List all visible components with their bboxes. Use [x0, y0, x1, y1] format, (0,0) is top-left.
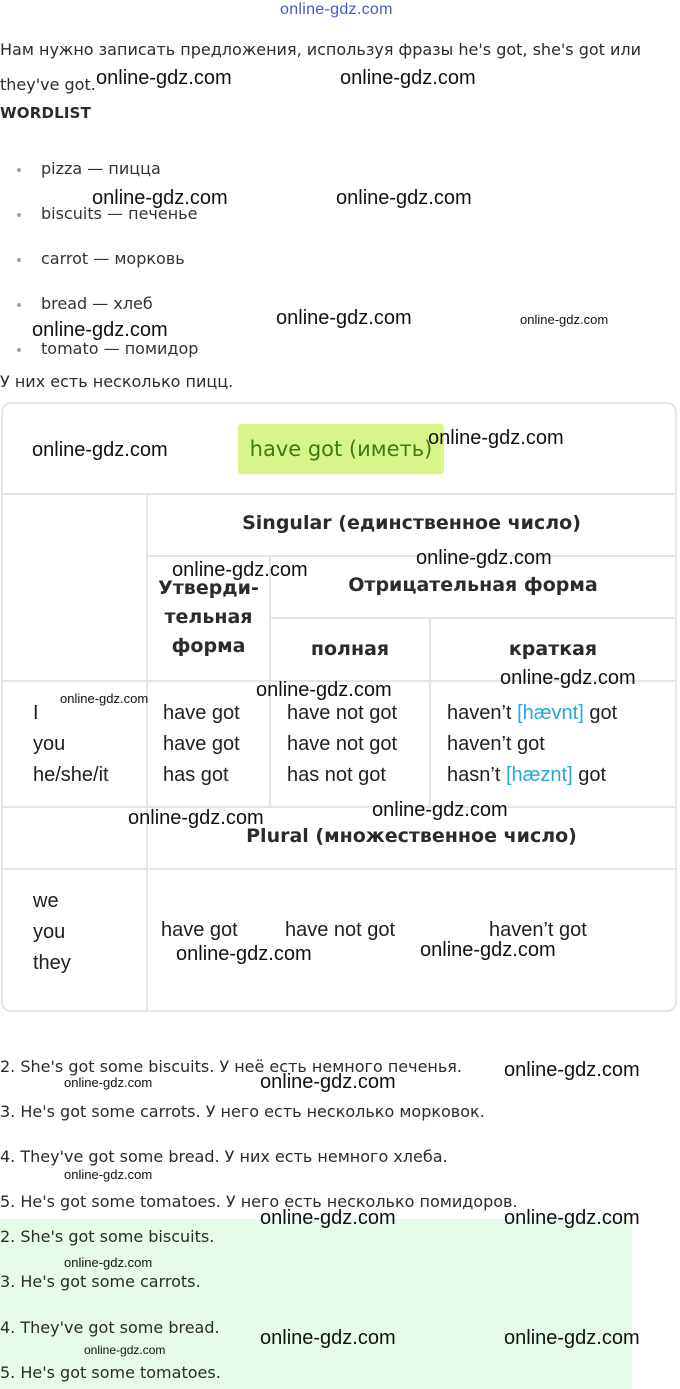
transcription: [hævnt]: [517, 702, 584, 724]
watermark: online-gdz.com: [504, 1207, 640, 1229]
watermark: online-gdz.com: [64, 1075, 153, 1090]
watermark: online-gdz.com: [500, 667, 636, 689]
full-form-header: полная: [310, 638, 390, 660]
wordlist-item: biscuits — печенье: [0, 197, 198, 242]
watermark: online-gdz.com: [60, 691, 149, 706]
singular-header: Singular (единственное число): [242, 512, 581, 534]
final-answer-line: 5. He's got some tomatoes.: [0, 1363, 221, 1382]
transcription: [hæznt]: [505, 764, 573, 786]
answer-line: 3. He's got some carrots. У него есть несколько морковок.: [0, 1102, 485, 1121]
short-form-text: haven’t got: [447, 733, 545, 755]
watermark: online-gdz.com: [520, 312, 609, 327]
pronoun: you: [33, 921, 66, 943]
plural-header: Plural (множественное число): [246, 825, 577, 847]
short-form-text: got: [572, 764, 606, 786]
negative-full-form: has not got: [287, 764, 386, 786]
pronoun: they: [33, 952, 71, 974]
negative-short-form: [447, 760, 617, 791]
final-answers-box: [0, 1219, 632, 1389]
short-form-header: краткая: [508, 638, 598, 660]
negative-short-form: [447, 698, 617, 729]
plural-pronouns: [33, 886, 71, 979]
table-divider: [269, 617, 675, 619]
watermark: online-gdz.com: [172, 559, 308, 581]
affirmative-header: Утверди- тельная форма: [158, 577, 259, 657]
table-divider: [146, 555, 675, 557]
plural-affirmative: have got: [161, 919, 238, 941]
intro-line-2: they've got.: [0, 75, 96, 94]
table-divider: [3, 806, 675, 808]
plural-negative-short: haven’t got: [489, 919, 587, 941]
watermark: online-gdz.com: [32, 439, 168, 461]
watermark: online-gdz.com: [260, 1327, 396, 1349]
final-answer-line: 4. They've got some bread.: [0, 1318, 220, 1337]
watermark: online-gdz.com: [260, 1207, 396, 1229]
pronoun: we: [33, 890, 59, 912]
affirmative-form: has got: [163, 764, 229, 786]
table-divider: [146, 493, 148, 1010]
answer-line: 5. He's got some tomatoes. У него есть несколько помидоров.: [0, 1192, 518, 1211]
watermark: online-gdz.com: [176, 943, 312, 965]
negative-short-form: [447, 729, 617, 760]
answer-line: 2. She's got some biscuits. У неё есть немного печенья.: [0, 1057, 463, 1076]
watermark: online-gdz.com: [64, 1167, 153, 1182]
watermark: online-gdz.com: [96, 67, 232, 89]
watermark: online-gdz.com: [420, 939, 556, 961]
watermark: online-gdz.com: [336, 187, 472, 209]
wordlist-item: carrot — морковь: [0, 242, 198, 287]
short-form-text: got: [583, 702, 618, 724]
watermark: online-gdz.com: [372, 799, 508, 821]
watermark: online-gdz.com: [416, 547, 552, 569]
watermark: online-gdz.com: [32, 319, 168, 341]
pronoun: he/she/it: [33, 764, 109, 786]
answer-line: 4. They've got some bread. У них есть немного хлеба.: [0, 1147, 448, 1166]
wordlist-item: tomato — помидор: [0, 332, 198, 377]
wordlist: [0, 152, 198, 377]
affirmative-form: have got: [163, 733, 240, 755]
watermark: online-gdz.com: [84, 1343, 166, 1357]
watermark: online-gdz.com: [64, 1255, 153, 1270]
watermark: online-gdz.com: [260, 1071, 396, 1093]
affirmative-form: have got: [163, 702, 240, 724]
singular-negative-full: [287, 698, 397, 791]
negative-header: Отрицательная форма: [348, 574, 598, 596]
grammar-title-highlight: [238, 424, 444, 474]
wordlist-title: WORDLIST: [0, 104, 92, 122]
grammar-title: have got (иметь): [249, 437, 433, 461]
plural-negative-full: have not got: [285, 919, 396, 941]
watermark: online-gdz.com: [92, 187, 228, 209]
short-form-text: hasn’t: [447, 764, 506, 786]
watermark: online-gdz.com: [428, 427, 564, 449]
singular-negative-short: [447, 698, 617, 791]
table-divider: [3, 493, 675, 495]
singular-affirmative: [163, 698, 240, 791]
wordlist-item: bread — хлеб: [0, 287, 198, 332]
intro-line-1: Нам нужно записать предложения, используя фразы he's got, she's got или: [0, 40, 642, 59]
watermark: online-gdz.com: [504, 1327, 640, 1349]
watermark: online-gdz.com: [276, 307, 412, 329]
watermark: online-gdz.com: [504, 1059, 640, 1081]
watermark: online-gdz.com: [280, 1, 393, 18]
watermark: online-gdz.com: [340, 67, 476, 89]
final-answer-line: 2. She's got some biscuits.: [0, 1227, 215, 1246]
negative-full-form: have not got: [287, 702, 398, 724]
wordlist-item: pizza — пицца: [0, 152, 198, 197]
watermark: online-gdz.com: [256, 679, 392, 701]
negative-full-form: have not got: [287, 733, 398, 755]
pronoun: you: [33, 733, 66, 755]
singular-pronouns: [33, 698, 109, 791]
example-sentence: У них есть несколько пицц.: [0, 372, 234, 391]
pronoun: I: [33, 702, 39, 724]
short-form-text: haven’t: [447, 702, 518, 724]
watermark: online-gdz.com: [128, 807, 264, 829]
final-answer-line: 3. He's got some carrots.: [0, 1272, 201, 1291]
table-divider: [3, 868, 675, 870]
grammar-table: [1, 402, 677, 1012]
